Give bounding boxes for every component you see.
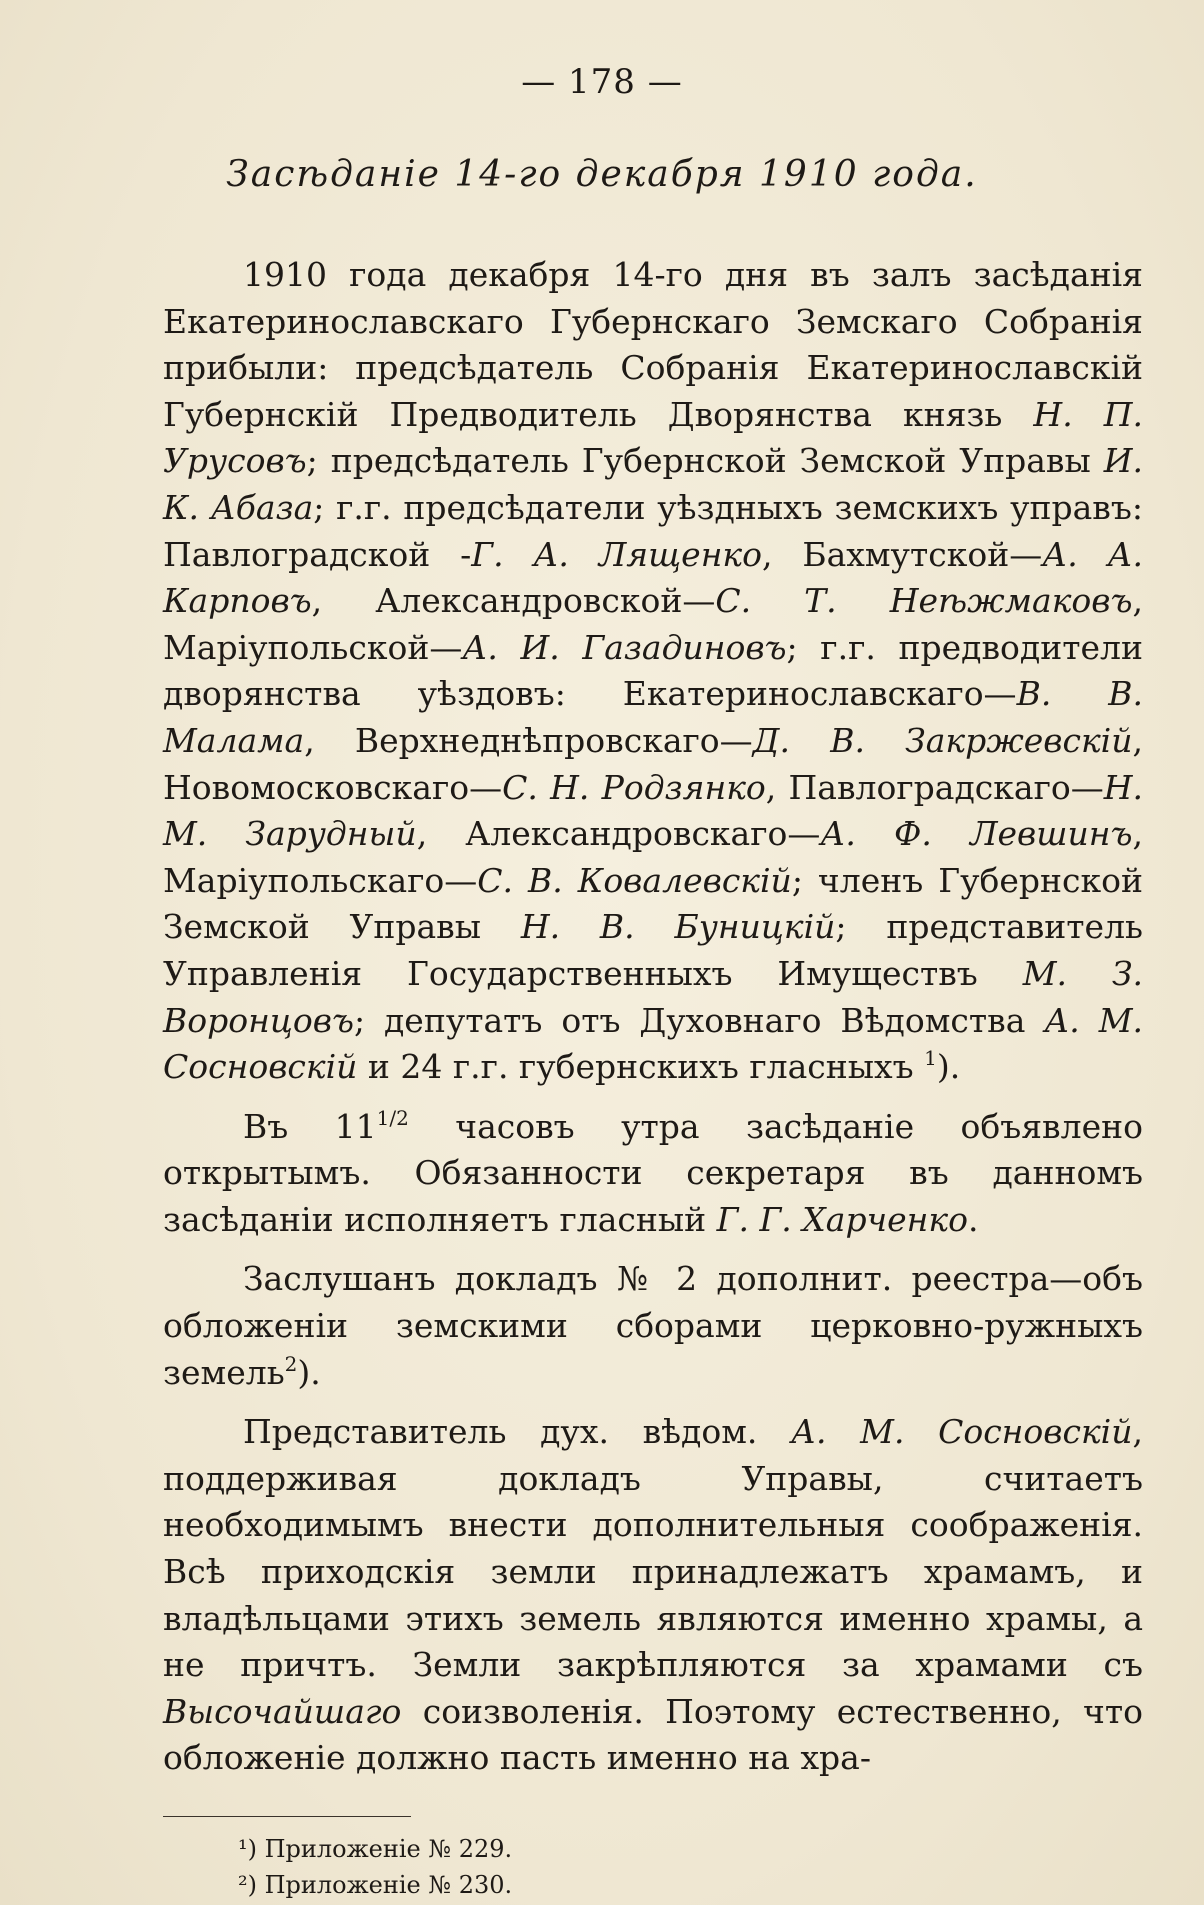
paragraph-attendees [163,252,1143,1091]
text-run: ; членъ Губернской Земской Управы [163,860,1143,947]
text-run: , Маріупольской— [163,581,1143,667]
text-run: , Александровскаго— [416,814,821,854]
person-name: С. Т. Неѣжмаковъ [715,581,1133,621]
person-name: А. И. Газадиновъ [462,627,787,667]
text-run: , Новомосковскаго— [163,720,1143,807]
person-name: С. В. Ковалевскій [477,860,792,900]
person-name: В. В. Малама [163,674,1143,760]
text-run: . [967,1199,979,1239]
footnote-1: ¹) Приложеніе № 229. [238,1835,513,1863]
fraction: 1/2 [376,1105,409,1130]
text-run: ). [297,1352,321,1392]
person-name: Д. В. Закржевскій [752,720,1133,760]
person-name: С. Н. Родзянко [502,767,766,807]
text-run: часовъ утра засѣданіе объявлено открытымъ. Обязанности секретаря въ данномъ засѣданіи исполняетъ гласный [163,1106,1143,1239]
text-run: ; г.г. предсѣдатели уѣздныхъ земскихъ управъ: Павлоградской - [163,487,1143,574]
person-name: А. Ф. Левшинъ [820,814,1133,854]
person-name: А. М. Сосновскій [791,1412,1133,1452]
footnote-divider [163,1816,411,1817]
footnote-marker: 2 [284,1351,298,1376]
text-run: , Александровской— [311,581,716,621]
paragraph-opening [163,1104,1143,1244]
footnote-marker: 1 [924,1046,937,1071]
text-run: ; предсѣдатель Губернской Земской Управы [306,441,1104,481]
person-name: Н. В. Буницкій [520,907,836,947]
person-name: Н. П. Урусовъ [163,394,1143,481]
footnotes [238,1831,1204,1903]
person-name: А. М. Сосновскій [163,1000,1143,1087]
body-text [163,252,1143,1782]
text-run: , Верхнеднѣпровскаго— [304,720,753,760]
text-run: ). [936,1047,961,1087]
emphasis-word: Высочайшаго [163,1691,402,1731]
text-run: Заслушанъ докладъ № 2 дополнит. реестра—объ обложеніи земскими сборами церковно-ружныхъ земель [163,1259,1143,1392]
text-run: Въ 11 [243,1106,377,1146]
text-run: и 24 г.г. губернскихъ гласныхъ [357,1047,925,1087]
text-run: Представитель дух. вѣдом. [243,1412,792,1452]
paragraph-report [163,1256,1143,1396]
person-name: М. З. Воронцовъ [163,953,1144,1040]
text-run: ; представитель Управленія Государственныхъ Имуществъ [163,907,1144,993]
text-run: соизволенія. Поэтому естественно, что обложеніе должно пасть именно на хра- [163,1691,1143,1778]
footnote-2: ²) Приложеніе № 230. [238,1871,513,1899]
text-run: 1910 года декабря 14-го дня въ залъ засѣданія Екатеринославскаго Губернскаго Земскаго Собранія прибыли: предсѣдатель Собранія Екатеринославскій Губернскій Предводитель Дворянства князь [163,255,1143,434]
text-run: ; г.г. предводители дворянства уѣздовъ: Екатеринославскаго— [163,627,1143,714]
text-run: , Бахмутской— [762,534,1043,574]
page-number: — 178 — [521,62,683,102]
text-run: ; депутатъ отъ Духовнаго Вѣдомства [353,1000,1045,1040]
person-name: Г. Г. Харченко [716,1199,968,1239]
paragraph-representative [163,1409,1143,1782]
text-run: , Маріупольскаго— [163,814,1143,900]
person-name: И. К. Абаза [163,441,1143,527]
person-name: Н. М. Зарудный [163,767,1144,854]
text-run: , Павлоградскаго— [765,767,1104,807]
person-name: А. А. Карповъ [163,534,1144,621]
text-run: , поддерживая докладъ Управы, считаетъ необходимымъ внести дополнительныя соображенія. Всѣ приходскія земли принадлежатъ храмамъ, и владѣльцами этихъ земель являются именно храмы, а не причтъ. Земли закрѣпляются за храмами съ [163,1412,1143,1685]
section-title: Засѣданіе 14-го декабря 1910 года. [226,154,978,195]
person-name: Г. А. Лященко [471,534,763,574]
